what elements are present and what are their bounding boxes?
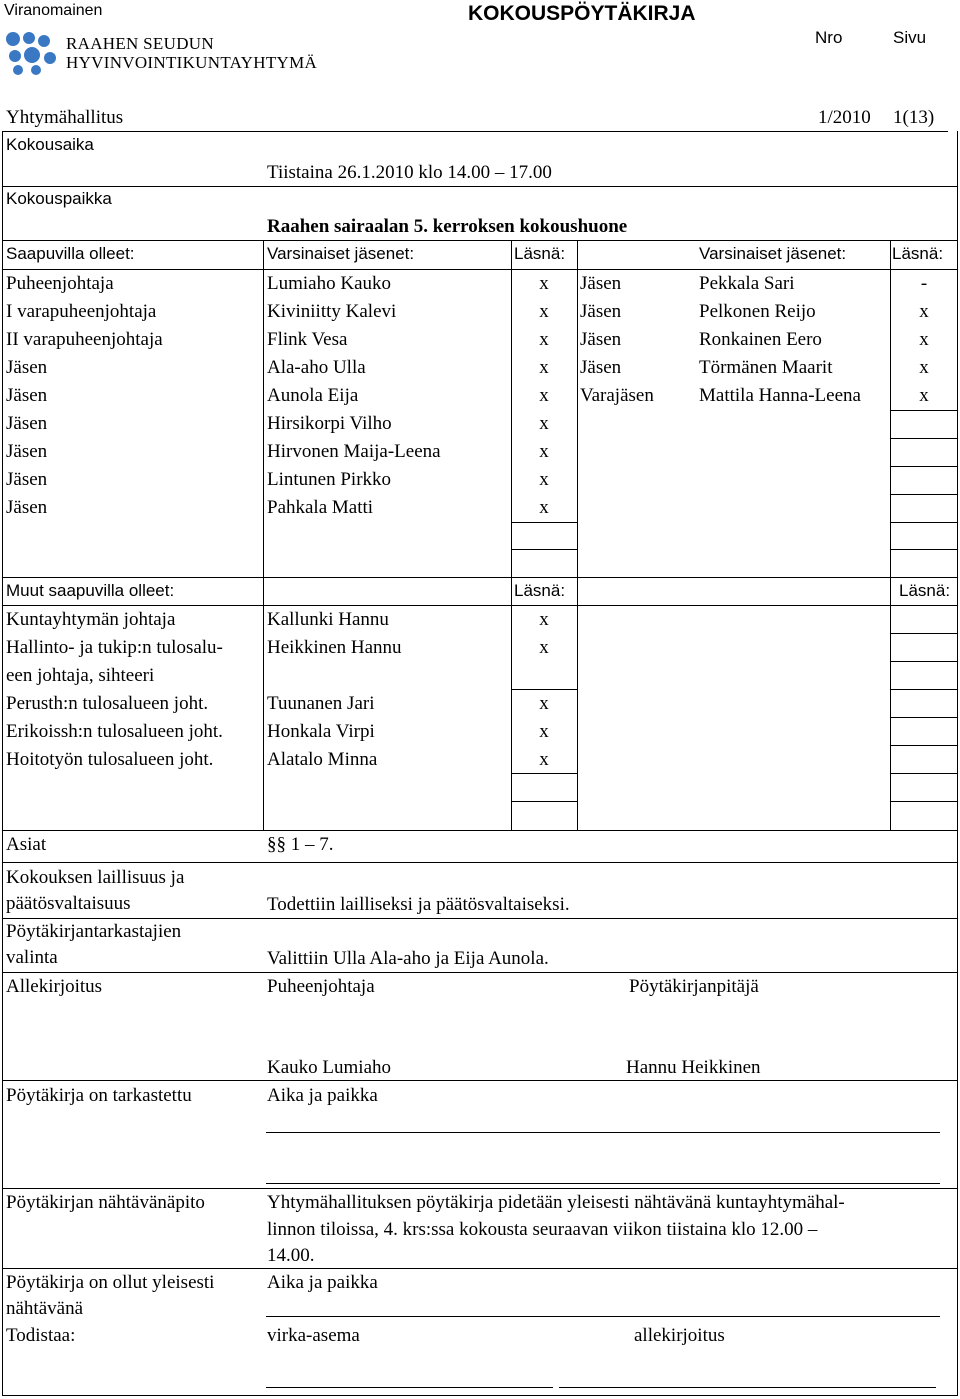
column-rule xyxy=(511,240,512,577)
attendee-role: II varapuheenjohtaja xyxy=(6,329,163,350)
frame-bottom xyxy=(2,1395,958,1396)
attendee-present: x xyxy=(539,469,549,490)
display-label: Pöytäkirjan nähtävänäpito xyxy=(6,1192,205,1213)
cell-rule xyxy=(890,410,958,411)
attendee-present-2: x xyxy=(919,357,929,378)
divider xyxy=(2,605,958,606)
column-rule xyxy=(263,577,264,830)
attendee-present: x xyxy=(539,357,549,378)
attendee-name-2: Törmänen Maarit xyxy=(699,357,833,378)
attendee-name-2: Mattila Hanna-Leena xyxy=(699,385,861,406)
display-text-line1: Yhtymähallituksen pöytäkirja pidetään yleisesti nähtävänä kuntayhtymähal- xyxy=(267,1192,845,1213)
signature-label: Allekirjoitus xyxy=(6,976,103,997)
column-rule xyxy=(890,577,891,830)
attendee-role-2: Jäsen xyxy=(580,357,622,378)
divider xyxy=(2,972,958,973)
divider xyxy=(2,1268,958,1269)
attendee-role: Jäsen xyxy=(6,357,48,378)
attendee-name: Kiviniitty Kalevi xyxy=(267,301,397,322)
meeting-place-label: Kokouspaikka xyxy=(6,189,112,208)
other-name: Honkala Virpi xyxy=(267,721,375,742)
organization-logo-icon xyxy=(4,30,62,76)
cell-rule xyxy=(890,773,958,774)
page-number: 1(13) xyxy=(893,107,935,128)
organization-name-line2: HYVINVOINTIKUNTAYHTYMÄ xyxy=(66,53,318,72)
attendee-present-2: x xyxy=(919,301,929,322)
organization-name-line1: RAAHEN SEUDUN xyxy=(66,34,214,53)
chair-name: Kauko Lumiaho xyxy=(267,1057,392,1078)
attendee-present: x xyxy=(539,441,549,462)
cell-rule xyxy=(890,661,958,662)
others-present-header-2: Läsnä: xyxy=(899,581,951,600)
legality-label-line1: Kokouksen laillisuus ja xyxy=(6,867,185,888)
attendee-role-2: Jäsen xyxy=(580,273,622,294)
other-role: Kuntayhtymän johtaja xyxy=(6,609,176,630)
present-header-2: Läsnä: xyxy=(892,244,944,263)
other-role: Erikoissh:n tulosalueen joht. xyxy=(6,721,223,742)
cell-rule xyxy=(890,717,958,718)
other-present: x xyxy=(539,609,549,630)
legality-value: Todettiin lailliseksi ja päätösvaltaiseksi. xyxy=(267,894,570,915)
chair-title: Puheenjohtaja xyxy=(267,976,375,997)
column-rule xyxy=(263,240,264,577)
divider xyxy=(2,862,958,863)
certify-signature: allekirjoitus xyxy=(634,1325,725,1346)
meeting-place-value: Raahen sairaalan 5. kerroksen kokoushuone xyxy=(267,216,628,237)
other-role: een johtaja, sihteeri xyxy=(6,665,155,686)
certify-signature-line xyxy=(559,1387,936,1388)
attendee-name: Hirvonen Maija-Leena xyxy=(267,441,441,462)
other-role: Hallinto- ja tukip:n tulosalu- xyxy=(6,637,223,658)
other-present: x xyxy=(539,693,549,714)
cell-rule xyxy=(511,773,578,774)
review-line xyxy=(266,1183,940,1184)
cell-rule xyxy=(890,522,958,523)
divider xyxy=(2,186,958,187)
other-name: Kallunki Hannu xyxy=(267,609,389,630)
reviewers-label-line1: Pöytäkirjantarkastajien xyxy=(6,921,182,942)
cell-rule xyxy=(890,689,958,690)
public-label-line2: nähtävänä xyxy=(6,1298,84,1319)
public-label-line1: Pöytäkirja on ollut yleisesti xyxy=(6,1272,215,1293)
attendee-name: Lumiaho Kauko xyxy=(267,273,392,294)
public-value: Aika ja paikka xyxy=(267,1272,378,1293)
reviewers-label-line2: valinta xyxy=(6,947,58,968)
review-value: Aika ja paikka xyxy=(267,1085,378,1106)
frame-right xyxy=(957,131,958,1396)
attendee-name: Lintunen Pirkko xyxy=(267,469,392,490)
attendee-present: x xyxy=(539,273,549,294)
secretary-name: Hannu Heikkinen xyxy=(626,1057,761,1078)
review-label: Pöytäkirja on tarkastettu xyxy=(6,1085,192,1106)
column-rule xyxy=(577,240,578,577)
sivu-label: Sivu xyxy=(893,28,927,47)
document-title: KOKOUSPÖYTÄKIRJA xyxy=(468,2,696,25)
reviewers-value: Valittiin Ulla Ala-aho ja Eija Aunola. xyxy=(267,948,549,969)
header-rule xyxy=(2,131,948,132)
attendee-present: x xyxy=(539,329,549,350)
other-role: Perusth:n tulosalueen joht. xyxy=(6,693,209,714)
attendee-present: x xyxy=(539,301,549,322)
divider xyxy=(2,1188,958,1189)
other-name: Alatalo Minna xyxy=(267,749,378,770)
other-name: Heikkinen Hannu xyxy=(267,637,402,658)
other-present: x xyxy=(539,637,549,658)
cell-rule xyxy=(890,438,958,439)
divider xyxy=(2,918,958,919)
asiat-value: §§ 1 – 7. xyxy=(267,834,334,855)
attendee-name-2: Ronkainen Eero xyxy=(699,329,822,350)
document-status: Viranomainen xyxy=(4,2,103,19)
asiat-label: Asiat xyxy=(6,834,47,855)
attendee-present-2: x xyxy=(919,329,929,350)
attendee-role-2: Varajäsen xyxy=(580,385,654,406)
attendee-present-2: - xyxy=(920,273,928,294)
attendee-present: x xyxy=(539,385,549,406)
attendee-present-2: x xyxy=(919,385,929,406)
attendee-role-2: Jäsen xyxy=(580,329,622,350)
attendee-role-2: Jäsen xyxy=(580,301,622,322)
certify-position-line xyxy=(266,1387,553,1388)
attendee-name-2: Pelkonen Reijo xyxy=(699,301,816,322)
attendee-present: x xyxy=(539,497,549,518)
secretary-title: Pöytäkirjanpitäjä xyxy=(629,976,759,997)
attendee-role: Jäsen xyxy=(6,441,48,462)
certify-position: virka-asema xyxy=(267,1325,360,1346)
cell-rule xyxy=(890,745,958,746)
divider xyxy=(2,269,958,270)
divider xyxy=(2,577,958,578)
cell-rule xyxy=(890,466,958,467)
others-present-header: Läsnä: xyxy=(514,581,566,600)
attendee-name: Flink Vesa xyxy=(267,329,348,350)
frame-left xyxy=(2,131,3,1396)
public-line xyxy=(266,1316,940,1317)
members-header: Varsinaiset jäsenet: xyxy=(267,244,415,263)
attendee-name: Aunola Eija xyxy=(267,385,359,406)
divider xyxy=(2,1080,958,1081)
attendee-role: Jäsen xyxy=(6,469,48,490)
review-line xyxy=(266,1132,940,1133)
other-present: x xyxy=(539,721,549,742)
other-role: Hoitotyön tulosalueen joht. xyxy=(6,749,214,770)
column-rule xyxy=(511,577,512,830)
certify-label: Todistaa: xyxy=(6,1325,76,1346)
present-header: Läsnä: xyxy=(514,244,566,263)
attendee-role: Jäsen xyxy=(6,497,48,518)
body-name: Yhtymähallitus xyxy=(6,107,124,128)
attendee-name: Pahkala Matti xyxy=(267,497,374,518)
display-text-line2: linnon tiloissa, 4. krs:ssa kokousta seuraavan viikon tiistaina klo 12.00 – xyxy=(267,1219,818,1240)
others-header: Muut saapuvilla olleet: xyxy=(6,581,175,600)
attendee-role: Jäsen xyxy=(6,385,48,406)
cell-rule xyxy=(511,689,578,690)
attendee-name: Ala-aho Ulla xyxy=(267,357,366,378)
attendee-role: Jäsen xyxy=(6,413,48,434)
display-text-line3: 14.00. xyxy=(267,1245,315,1266)
attendee-name-2: Pekkala Sari xyxy=(699,273,795,294)
cell-rule xyxy=(511,522,578,523)
cell-rule xyxy=(511,549,578,550)
cell-rule xyxy=(511,801,578,802)
attendance-header: Saapuvilla olleet: xyxy=(6,244,135,263)
cell-rule xyxy=(890,494,958,495)
attendee-present: x xyxy=(539,413,549,434)
cell-rule xyxy=(890,801,958,802)
meeting-time-label: Kokousaika xyxy=(6,135,94,154)
other-present: x xyxy=(539,749,549,770)
attendee-name: Hirsikorpi Vilho xyxy=(267,413,392,434)
other-name: Tuunanen Jari xyxy=(267,693,375,714)
members-header-2: Varsinaiset jäsenet: xyxy=(699,244,847,263)
column-rule xyxy=(577,577,578,830)
divider xyxy=(2,240,958,241)
legality-label-line2: päätösvaltaisuus xyxy=(6,893,131,914)
cell-rule xyxy=(890,549,958,550)
column-rule xyxy=(890,240,891,577)
meeting-number: 1/2010 xyxy=(818,107,871,128)
attendee-role: Puheenjohtaja xyxy=(6,273,114,294)
nro-label: Nro xyxy=(815,28,843,47)
attendee-role: I varapuheenjohtaja xyxy=(6,301,157,322)
meeting-time-value: Tiistaina 26.1.2010 klo 14.00 – 17.00 xyxy=(267,162,552,183)
cell-rule xyxy=(890,633,958,634)
divider xyxy=(2,830,958,831)
